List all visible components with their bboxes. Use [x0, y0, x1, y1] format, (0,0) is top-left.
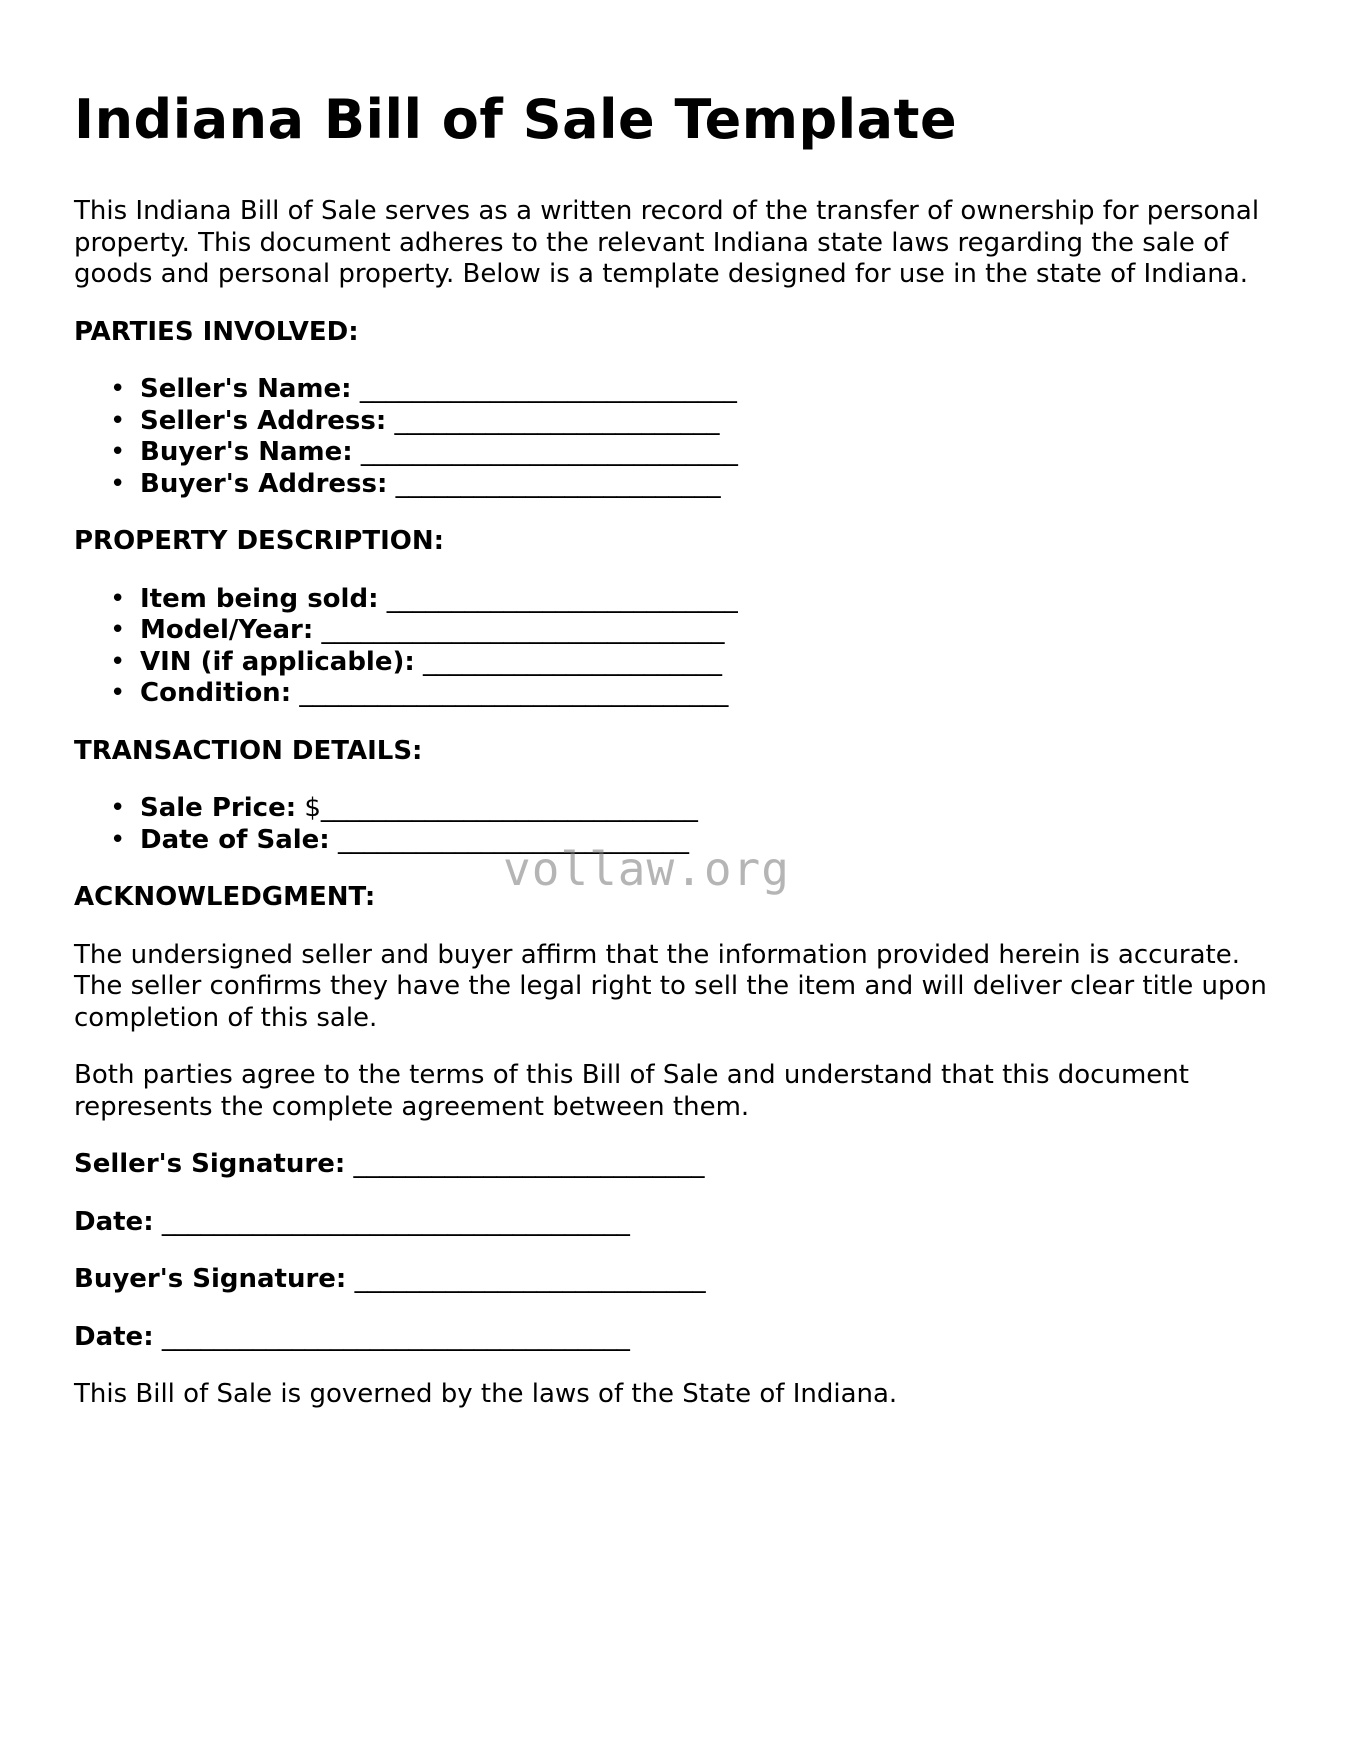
field-label: Seller's Address:: [140, 405, 387, 436]
blank-line[interactable]: _____________________________: [352, 437, 738, 467]
blank-line[interactable]: _________________________________: [291, 678, 729, 708]
agreement-paragraph: Both parties agree to the terms of this Bill of Sale and understand that this document represents the complete agreement between them.: [74, 1060, 1189, 1122]
bullet-icon: •: [110, 583, 126, 614]
property-heading: PROPERTY DESCRIPTION:: [74, 526, 445, 556]
acknowledgment-paragraph: The undersigned seller and buyer affirm that the information provided herein is accurate. The seller confirms they have the legal right to sell the item and will deliver clear title upon completion of this sale.: [74, 939, 1267, 1033]
list-item: [74, 615, 1274, 647]
field-label: Item being sold:: [140, 583, 379, 614]
field-label: Seller's Name:: [140, 374, 352, 404]
buyer-date-line: [74, 1322, 1274, 1354]
bullet-icon: •: [110, 646, 126, 677]
seller-signature-line: [74, 1149, 1274, 1181]
field-label: Date:: [74, 1321, 154, 1352]
parties-list: [74, 374, 1274, 500]
bullet-icon: •: [110, 468, 126, 499]
bullet-icon: •: [110, 824, 126, 855]
blank-line[interactable]: ___________________________: [346, 1264, 706, 1294]
blank-line[interactable]: _______________________: [414, 646, 723, 677]
intro-paragraph: This Indiana Bill of Sale serves as a written record of the transfer of ownership for personal property. This document adheres to the relevant Indiana state laws regarding the sale of goods and personal property. Below is a template designed for use in the state of Indiana.: [74, 196, 1260, 289]
field-label: VIN (if applicable):: [140, 646, 415, 677]
blank-line[interactable]: $_____________________________: [296, 793, 698, 823]
field-label: Sale Price:: [140, 793, 297, 823]
bullet-icon: •: [110, 437, 126, 467]
buyer-signature-line: [74, 1264, 1274, 1296]
bullet-icon: •: [110, 793, 126, 823]
blank-line[interactable]: ____________________________________: [153, 1321, 630, 1352]
list-item: [74, 793, 1274, 825]
transaction-heading: TRANSACTION DETAILS:: [74, 735, 423, 766]
blank-line[interactable]: ___________________________: [329, 824, 689, 855]
blank-line[interactable]: _________________________: [386, 405, 720, 436]
watermark: vollaw.org: [503, 842, 790, 896]
field-label: Date of Sale:: [140, 824, 330, 855]
parties-heading: PARTIES INVOLVED:: [74, 316, 359, 347]
list-item: [74, 437, 1274, 469]
blank-line[interactable]: ___________________________: [378, 583, 738, 614]
bullet-icon: •: [110, 374, 126, 404]
bullet-icon: •: [110, 678, 126, 708]
list-item: [74, 469, 1274, 501]
property-list: [74, 584, 1274, 710]
field-label: Condition:: [140, 678, 292, 708]
list-item: [74, 406, 1274, 438]
list-item: [74, 647, 1274, 679]
blank-line[interactable]: ____________________________________: [153, 1206, 630, 1237]
bullet-icon: •: [110, 615, 126, 645]
field-label: Buyer's Address:: [140, 468, 388, 499]
field-label: Buyer's Signature:: [74, 1264, 347, 1294]
governing-law-footer: This Bill of Sale is governed by the laws of the State of Indiana.: [74, 1379, 898, 1409]
field-label: Date:: [74, 1206, 154, 1237]
list-item: [74, 678, 1274, 710]
document-title: Indiana Bill of Sale Template: [74, 88, 958, 151]
acknowledgment-heading: ACKNOWLEDGMENT:: [74, 882, 376, 912]
list-item: [74, 374, 1274, 406]
field-label: Seller's Signature:: [74, 1149, 346, 1179]
document: [74, 88, 1274, 1437]
blank-line[interactable]: _______________________________: [313, 615, 725, 645]
blank-line[interactable]: _____________________________: [351, 374, 737, 404]
field-label: Buyer's Name:: [140, 437, 353, 467]
field-label: Model/Year:: [140, 615, 314, 645]
blank-line[interactable]: _________________________: [387, 468, 721, 499]
list-item: [74, 584, 1274, 616]
bullet-icon: •: [110, 405, 126, 436]
seller-date-line: [74, 1207, 1274, 1239]
blank-line[interactable]: ___________________________: [345, 1149, 705, 1179]
